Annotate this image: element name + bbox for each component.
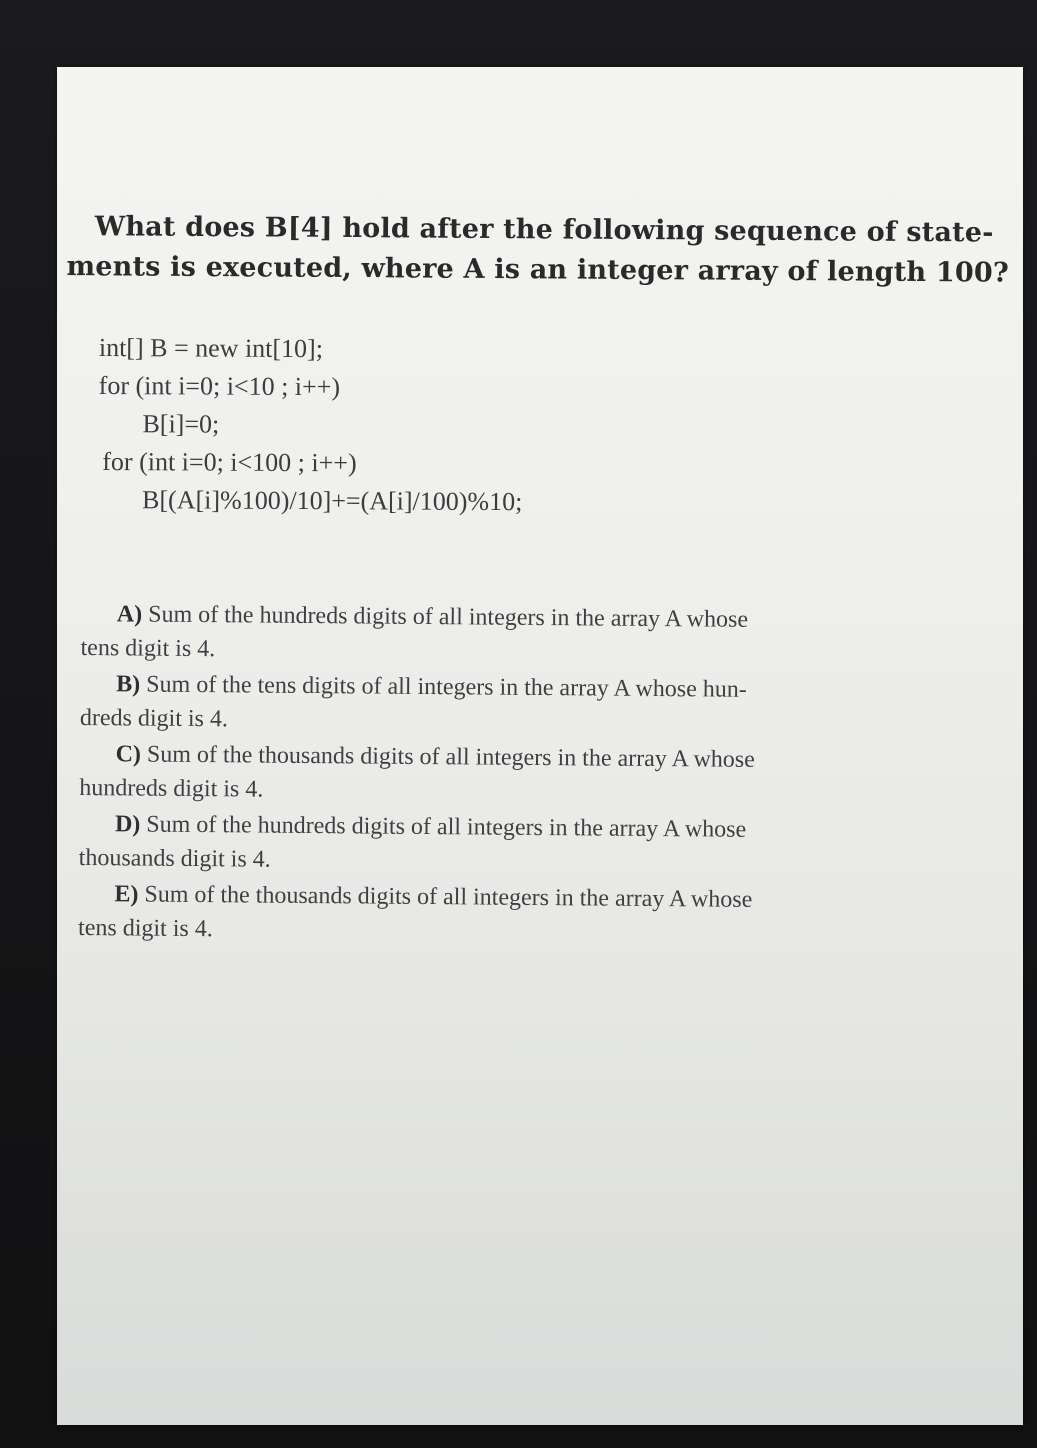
option-e-letter: E) — [114, 881, 139, 908]
code-line-1: int[] B = new int[10]; — [98, 332, 324, 364]
code-line-5: B[(A[i]%100)/10]+=(A[i]/100)%10; — [142, 485, 523, 517]
option-b-letter: B) — [116, 671, 141, 698]
option-d-letter: D) — [114, 811, 141, 838]
option-d-continuation: thousands digit is 4. — [78, 844, 271, 873]
option-e — [78, 877, 919, 952]
question-line-1: What does B[4] hold after the following sequence of state- — [94, 211, 994, 249]
option-d-text: Sum of the hundreds digits of all integers in the array A whose — [146, 811, 747, 843]
option-b-text: Sum of the tens digits of all integers in the array A whose hun- — [146, 671, 747, 703]
answer-options — [78, 597, 921, 954]
code-block — [98, 329, 523, 521]
option-b-continuation: dreds digit is 4. — [79, 704, 229, 733]
option-c-letter: C) — [115, 741, 142, 768]
option-a-continuation: tens digit is 4. — [80, 634, 216, 663]
option-c-continuation: hundreds digit is 4. — [79, 774, 264, 803]
screen-glare — [57, 967, 1023, 1425]
option-e-text: Sum of the thousands digits of all integers in the array A whose — [144, 881, 753, 913]
question-text — [66, 207, 1010, 293]
code-line-4: for (int i=0; i<100 ; i++) — [102, 447, 357, 478]
option-a-letter: A) — [116, 601, 143, 628]
option-d — [79, 807, 920, 882]
option-c — [79, 737, 920, 812]
option-b — [80, 667, 921, 742]
document-page — [57, 67, 1023, 1425]
code-line-2: for (int i=0; i<10 ; i++) — [98, 370, 341, 402]
code-line-3: B[i]=0; — [142, 409, 220, 439]
option-a-text: Sum of the hundreds digits of all integers in the array A whose — [148, 601, 749, 633]
question-line-2: ments is executed, where A is an integer array of length 100? — [66, 250, 1010, 289]
option-a — [80, 597, 921, 672]
option-e-continuation: tens digit is 4. — [77, 914, 213, 943]
option-c-text: Sum of the thousands digits of all integers in the array A whose — [146, 741, 755, 773]
monitor-screen — [57, 67, 1023, 1425]
